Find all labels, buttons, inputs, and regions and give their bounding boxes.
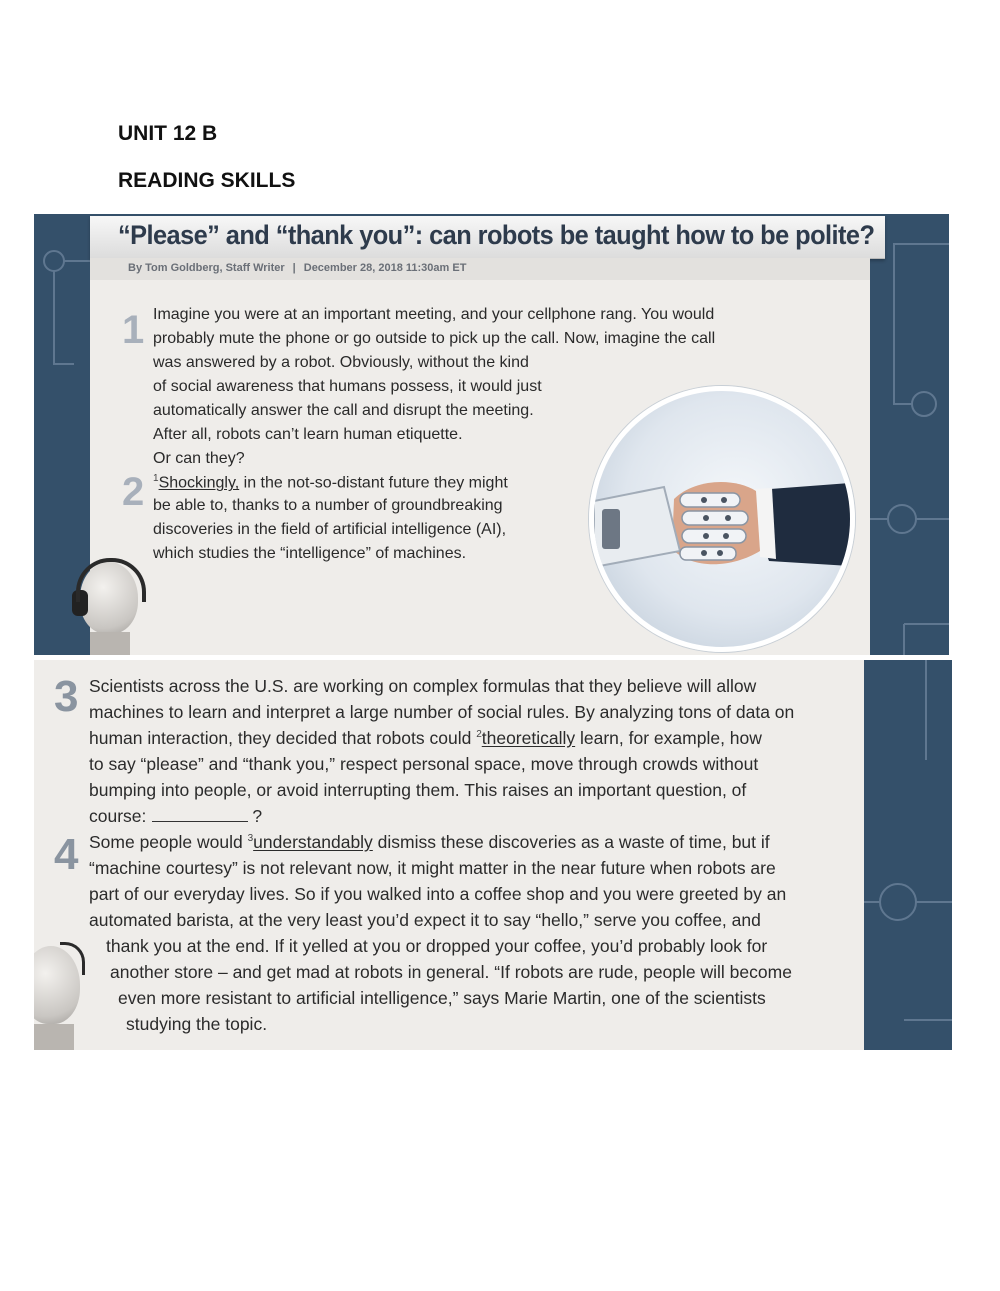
p4-line-8: studying the topic. [126,1014,268,1034]
p3-line-4: to say “please” and “thank you,” respect personal space, move through crowds without [89,754,759,774]
p4-line-3: part of our everyday lives. So if you walked into a coffee shop and you were greeted by an [89,884,787,904]
p2-line-1-rest: in the not-so-distant future they might [239,474,508,492]
p2-line-1 [153,473,508,492]
article-title-bar [90,216,885,259]
article-panel-bottom [34,660,952,1050]
p3-line-6-pre: course: [89,806,147,826]
p4-line-1 [89,832,770,853]
article-title: “Please” and “thank you”: can robots be taught how to be polite? [118,220,875,250]
p1-line-5: automatically answer the call and disrupt the meeting. [153,402,534,419]
p3-line-5: bumping into people, or avoid interrupting them. This raises an important question, of [89,780,747,800]
article-panel-top [34,214,949,655]
p4-line-1-pre: Some people would [89,832,248,852]
p2-line-2: be able to, thanks to a number of groundbreaking [153,497,503,514]
paragraph-number-2: 2 [122,470,145,514]
p3-line-1: Scientists across the U.S. are working on complex formulas that they believe will allow [89,676,757,696]
p3-line-3-pre: human interaction, they decided that robots could [89,728,477,748]
p2-line-4: which studies the “intelligence” of machines. [153,545,467,562]
paragraph-number-4: 4 [54,830,79,879]
p1-line-1: Imagine you were at an important meeting, and your cellphone rang. You would [153,306,715,323]
byline-date: December 28, 2018 11:30am ET [303,262,467,274]
vocab-word: understandably [253,832,373,852]
p3-line-2: machines to learn and interpret a large number of social rules. By analyzing tons of data on [89,702,795,722]
p3-line-6-post: ? [252,806,263,826]
p1-line-4: of social awareness that humans possess, it would just [153,378,542,395]
robot-headphones-image [62,554,152,655]
footnote-marker: 2 [476,729,482,741]
paragraph-number-1: 1 [122,308,145,352]
article-paper-bottom [34,660,864,1050]
p4-line-2: “machine courtesy” is not relevant now, it might matter in the near future when robots are [89,858,776,878]
byline-separator: | [292,262,296,274]
p1-line-7: Or can they? [153,450,245,467]
p1-line-3: was answered by a robot. Obviously, without the kind [153,354,529,371]
handshake-illustration [594,391,850,647]
p3-line-3-post: learn, for example, how [575,728,762,748]
p1-line-2: probably mute the phone or go outside to pick up the call. Now, imagine the call [153,330,716,347]
robot-head-image [34,940,94,1050]
p4-line-4: automated barista, at the very least you’d expect it to say “hello,” serve you coffee, and [89,910,761,930]
p1-line-6: After all, robots can’t learn human etiquette. [153,426,463,443]
footnote-marker: 1 [153,473,159,484]
vocab-word: Shockingly, [158,474,240,492]
p4-line-7: even more resistant to artificial intelligence,” says Marie Martin, one of the scientists [118,988,766,1008]
robot-handshake-image [589,386,855,652]
p4-line-6: another store – and get mad at robots in general. “If robots are rude, people will become [110,962,792,982]
paragraph-number-3: 3 [54,672,79,721]
byline-author: By Tom Goldberg, Staff Writer [128,262,285,274]
footnote-marker: 3 [247,833,254,845]
section-heading: READING SKILLS [118,169,296,192]
p3-line-6 [89,806,262,827]
byline-bar [90,258,870,280]
byline [128,262,466,274]
vocab-word: theoretically [481,728,576,748]
p4-line-5: thank you at the end. If it yelled at you or dropped your coffee, you’d probably look for [106,936,768,956]
unit-heading: UNIT 12 B [118,122,218,145]
p3-line-3 [89,728,762,749]
p2-line-3: discoveries in the field of artificial intelligence (AI), [153,521,507,538]
p4-line-1-post: dismiss these discoveries as a waste of time, but if [372,832,770,852]
answer-blank[interactable] [152,807,248,822]
